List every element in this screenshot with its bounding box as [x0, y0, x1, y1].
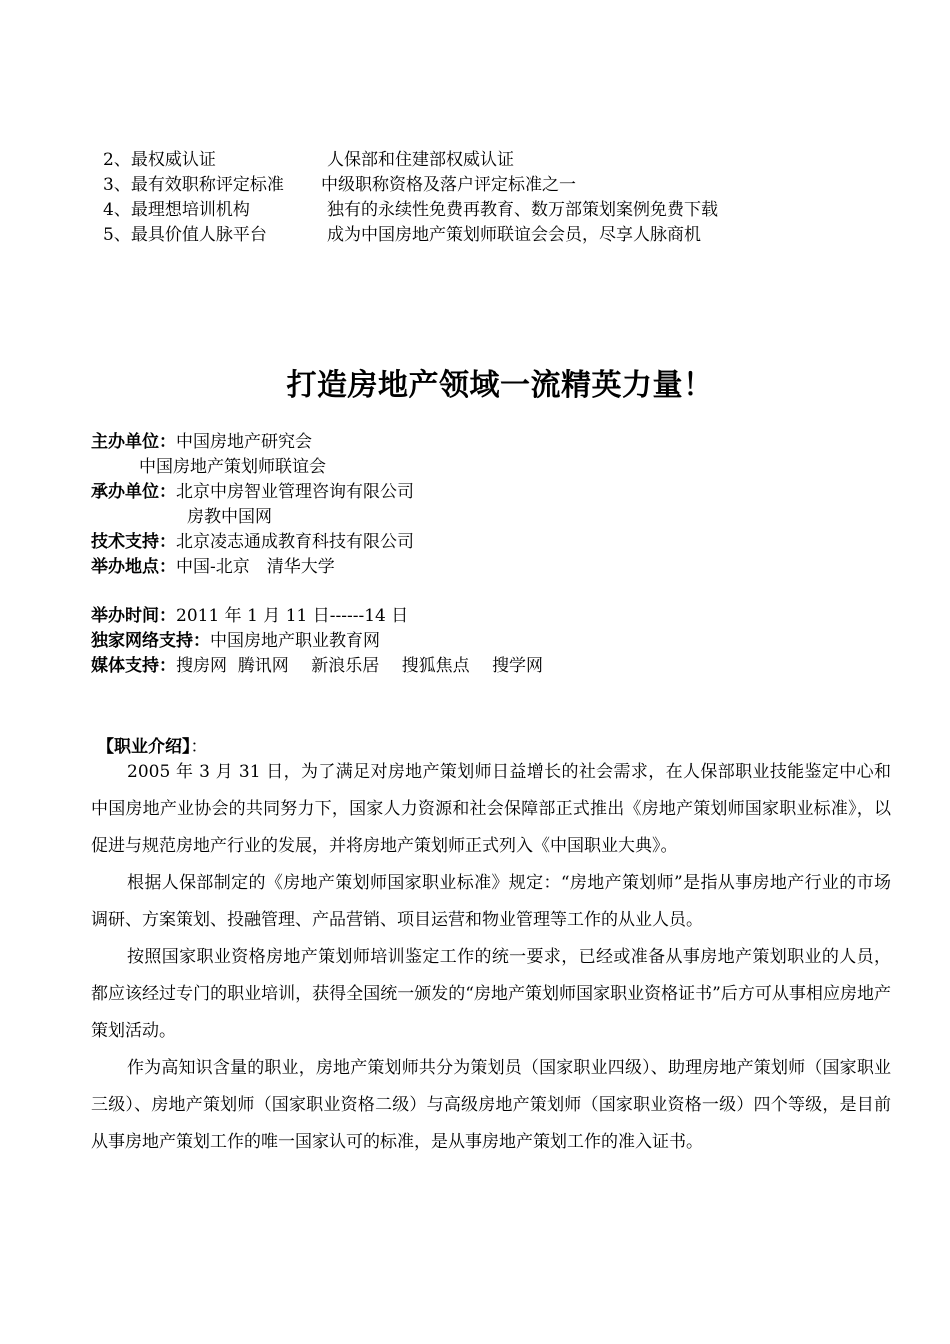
- time-label: 举办时间：: [91, 606, 176, 626]
- venue-line: [91, 555, 871, 580]
- network-label: 独家网络支持：: [91, 631, 210, 651]
- host-value: 中国房地产研究会: [176, 432, 312, 452]
- advantage-title: 5、最具价值人脉平台: [103, 225, 267, 245]
- network-line: [91, 629, 871, 654]
- advantage-row: [103, 148, 863, 173]
- organizer-value: 北京中房智业管理咨询有限公司: [176, 482, 414, 502]
- advantage-description: 人保部和住建部权威认证: [327, 150, 514, 170]
- host-line: [91, 430, 871, 455]
- career-intro-body: [91, 754, 891, 1161]
- venue-value: 中国-北京 清华大学: [176, 557, 335, 577]
- advantage-title: 4、最理想培训机构: [103, 200, 250, 220]
- paragraph: 按照国家职业资格房地产策划师培训鉴定工作的统一要求，已经或准备从事房地产策划职业的人员，都应该经过专门的职业培训，获得全国统一颁发的“房地产策划师国家职业资格证书”后方可从事相应房地产策划活动。: [91, 947, 891, 1041]
- network-value: 中国房地产职业教育网: [210, 631, 380, 651]
- advantage-row: [103, 173, 863, 198]
- venue-label: 举办地点：: [91, 557, 176, 577]
- organizer-line-2: [91, 505, 871, 530]
- section-title: 【职业介绍】: [97, 737, 191, 757]
- organizer-value-2: 房教中国网: [187, 507, 272, 527]
- advantages-list: [103, 148, 863, 248]
- paragraph: 作为高知识含量的职业，房地产策划师共分为策划员（国家职业四级）、助理房地产策划师（国家职业三级）、房地产策划师（国家职业资格二级）与高级房地产策划师（国家职业资格一级）四个等级，是目前从事房地产策划工作的唯一国家认可的标准，是从事房地产策划工作的准入证书。: [91, 1058, 891, 1152]
- headline: 打造房地产领域一流精英力量！: [286, 368, 714, 403]
- section-colon: ：: [190, 737, 208, 757]
- paragraph: 根据人保部制定的《房地产策划师国家职业标准》规定：“房地产策划师”是指从事房地产行业的市场调研、方案策划、投融管理、产品营销、项目运营和物业管理等工作的从业人员。: [91, 873, 891, 930]
- advantage-row: [103, 198, 863, 223]
- time-value: 2011 年 1 月 11 日------14 日: [176, 606, 409, 626]
- advantage-description: 成为中国房地产策划师联谊会会员，尽享人脉商机: [327, 225, 701, 245]
- media-line: [91, 654, 871, 679]
- host-value-2: 中国房地产策划师联谊会: [139, 457, 326, 477]
- event-info: [91, 430, 871, 679]
- spacer: [91, 580, 871, 604]
- advantage-title: 3、最有效职称评定标准: [103, 175, 284, 195]
- tech-line: [91, 530, 871, 555]
- advantage-row: [103, 223, 863, 248]
- organizer-label: 承办单位：: [91, 482, 176, 502]
- time-line: [91, 604, 871, 629]
- host-line-2: [91, 455, 871, 480]
- host-label: 主办单位：: [91, 432, 176, 452]
- media-value: 搜房网 腾讯网 新浪乐居 搜狐焦点 搜学网: [176, 656, 544, 676]
- advantage-description: 中级职称资格及落户评定标准之一: [321, 175, 576, 195]
- organizer-line: [91, 480, 871, 505]
- advantage-title: 2、最权威认证: [103, 150, 216, 170]
- media-label: 媒体支持：: [91, 656, 176, 676]
- tech-label: 技术支持：: [91, 532, 176, 552]
- advantage-description: 独有的永续性免费再教育、数万部策划案例免费下载: [327, 200, 718, 220]
- paragraph: 2005 年 3 月 31 日，为了满足对房地产策划师日益增长的社会需求，在人保部职业技能鉴定中心和中国房地产业协会的共同努力下，国家人力资源和社会保障部正式推出《房地产策划师国家职业标准》，以促进与规范房地产行业的发展，并将房地产策划师正式列入《中国职业大典》。: [91, 762, 891, 856]
- tech-value: 北京凌志通成教育科技有限公司: [176, 532, 414, 552]
